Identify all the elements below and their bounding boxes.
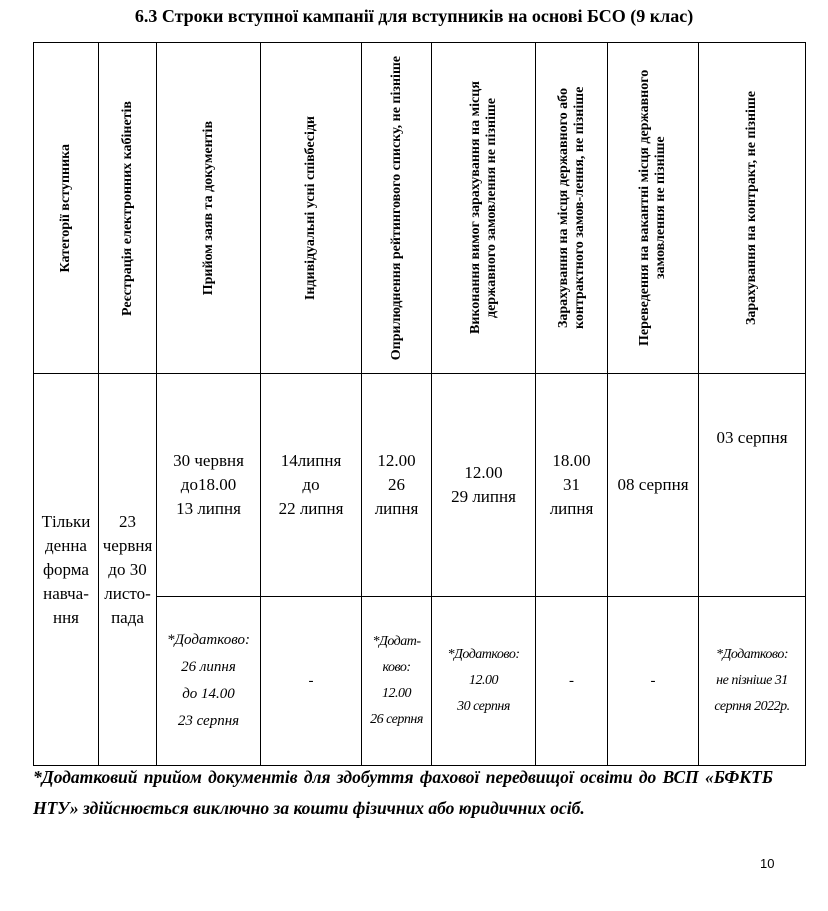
header-category: Категорії вступника — [34, 43, 99, 374]
header-rating: Оприлюднення рейтингового списку, не пізніше — [362, 43, 432, 374]
header-requirements: Виконання вимог зарахування на місця державного замовлення не пізніше — [432, 43, 536, 374]
footnote: *Додатковий прийом документів для здобуття фахової передвищої освіти до ВСП «БФКТБ НТУ» здійснюється виключно за кошти фізичних або юридичних осіб. — [33, 767, 773, 818]
table-row-main — [34, 374, 806, 597]
cell-requirements-main: 12.00 29 липня — [432, 374, 536, 597]
admission-schedule-table — [33, 42, 806, 766]
page-number: 10 — [760, 856, 775, 871]
header-interviews: Індивідуальні усні співбесіди — [261, 43, 362, 374]
header-registration: Реєстрація електронних кабінетів — [99, 43, 157, 374]
cell-rating-extra: *Додат- ково: 12.00 26 серпня — [362, 597, 432, 766]
cell-requirements-extra: *Додатково: 12.00 30 серпня — [432, 597, 536, 766]
header-transfer: Переведення на вакантні місця державного замовлення не пізніше — [608, 43, 699, 374]
header-row — [34, 43, 806, 374]
header-enrollment: Зарахування на місця державного або контрактного замов-лення, не пізніше — [536, 43, 608, 374]
page-title: 6.3 Строки вступної кампанії для вступників на основі БСО (9 клас) — [134, 6, 694, 26]
cell-applications-main: 30 червня до18.00 13 липня — [157, 374, 261, 597]
cell-interviews-extra: - — [261, 597, 362, 766]
cell-transfer-main: 08 серпня — [608, 374, 699, 597]
cell-applications-extra: *Додатково: 26 липня до 14.00 23 серпня — [157, 597, 261, 766]
cell-contract-extra: *Додатково: не пізніше 31 серпня 2022р. — [699, 597, 806, 766]
cell-transfer-extra: - — [608, 597, 699, 766]
cell-category: Тільки денна форма навча- ння — [34, 374, 99, 766]
header-contract: Зарахування на контракт, не пізніше — [699, 43, 806, 374]
cell-contract-main: 03 серпня — [699, 374, 806, 597]
cell-rating-main: 12.00 26 липня — [362, 374, 432, 597]
header-applications: Прийом заяв та документів — [157, 43, 261, 374]
cell-enrollment-main: 18.00 31 липня — [536, 374, 608, 597]
cell-enrollment-extra: - — [536, 597, 608, 766]
cell-interviews-main: 14липня до 22 липня — [261, 374, 362, 597]
cell-registration: 23 червня до 30 листо- пада — [99, 374, 157, 766]
